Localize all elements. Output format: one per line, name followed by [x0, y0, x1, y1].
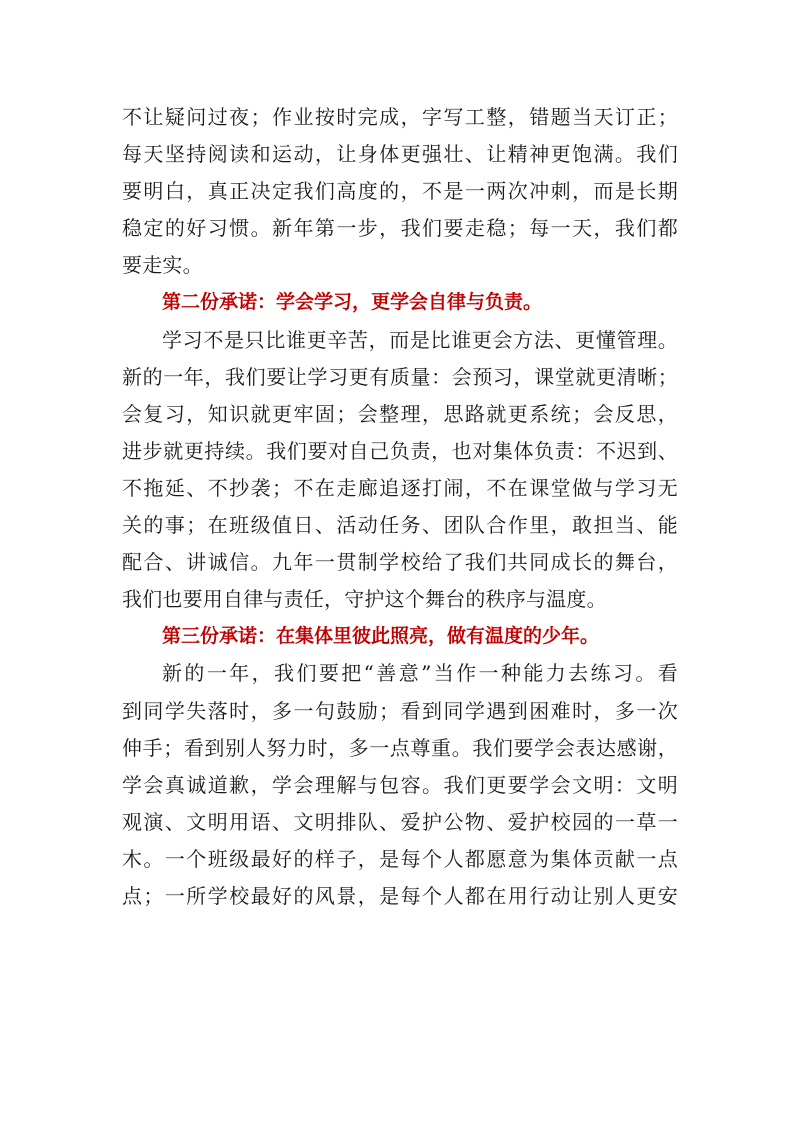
paragraph-kindness: [122, 655, 678, 915]
text-line: 学习不是只比谁更辛苦，而是比谁更会方法、更懂管理。: [162, 327, 678, 352]
text-line: 点；一所学校最好的风景，是每个人都在用行动让别人更安: [122, 883, 678, 908]
text-line: 新的一年，我们要让学习更有质量：会预习，课堂就更清晰；: [122, 364, 678, 389]
text-line: 新的一年，我们要把“善意”当作一种能力去练习。看: [162, 661, 678, 686]
text-line: 稳定的好习惯。新年第一步，我们要走稳；每一天，我们都: [122, 216, 678, 241]
paragraph-habits: [122, 99, 678, 284]
text-line: 每天坚持阅读和运动，让身体更强壮、让精神更饱满。我们: [122, 142, 678, 167]
document-body: [122, 99, 678, 915]
text-line: 要明白，真正决定我们高度的，不是一两次冲刺，而是长期: [122, 179, 678, 204]
text-line: 到同学失落时，多一句鼓励；看到同学遇到困难时，多一次: [122, 698, 678, 723]
text-line: 木。一个班级最好的样子，是每个人都愿意为集体贡献一点: [122, 846, 678, 871]
text-line: 学会真诚道歉，学会理解与包容。我们更要学会文明：文明: [122, 772, 678, 797]
text-line: 会复习，知识就更牢固；会整理，思路就更系统；会反思，: [122, 401, 678, 426]
text-line: 不让疑问过夜；作业按时完成，字写工整，错题当天订正；: [122, 105, 678, 129]
text-line: 配合、讲诚信。九年一贯制学校给了我们共同成长的舞台，: [122, 550, 678, 575]
text-line: 要走实。: [122, 253, 203, 278]
text-line: 关的事；在班级值日、活动任务、团队合作里，敢担当、能: [122, 513, 678, 538]
paragraph-learning: [122, 322, 678, 619]
text-line: 进步就更持续。我们要对自己负责，也对集体负责：不迟到、: [122, 438, 678, 463]
section-heading-second-promise: 第二份承诺：学会学习，更学会自律与负责。: [162, 291, 543, 314]
section-heading-third-promise: 第三份承诺：在集体里彼此照亮，做有温度的少年。: [162, 625, 600, 648]
text-line: 不拖延、不抄袭；不在走廊追逐打闹，不在课堂做与学习无: [122, 475, 678, 500]
text-line: 伸手；看到别人努力时，多一点尊重。我们要学会表达感谢，: [122, 735, 678, 760]
text-line: 我们也要用自律与责任，守护这个舞台的秩序与温度。: [122, 587, 607, 612]
text-line: 观演、文明用语、文明排队、爱护公物、爱护校园的一草一: [122, 809, 678, 834]
